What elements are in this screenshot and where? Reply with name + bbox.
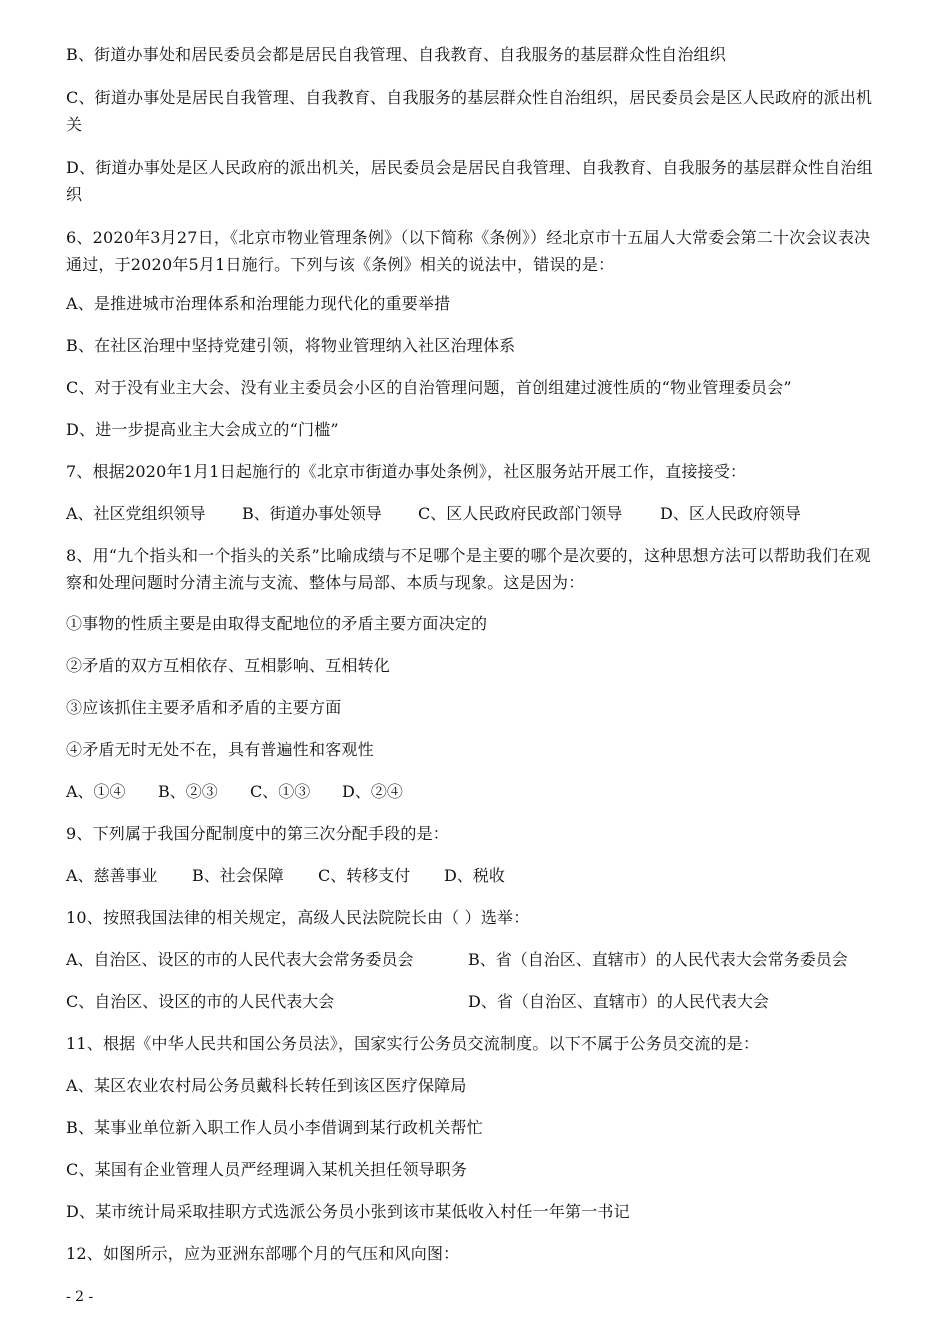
q7-option-d: D、区人民政府领导: [660, 504, 801, 523]
q9-option-c: C、转移支付: [318, 866, 411, 885]
q9-option-d: D、税收: [444, 866, 505, 885]
q8-option-a: A、①④: [66, 782, 126, 801]
q8-option-b: B、②③: [158, 782, 218, 801]
q6-option-d: D、进一步提高业主大会成立的“门槛”: [66, 420, 339, 439]
q12-stem: 12、如图所示，应为亚洲东部哪个月的气压和风向图：: [66, 1244, 460, 1263]
q8-statement-3: ③应该抓住主要矛盾和矛盾的主要方面: [66, 698, 342, 717]
q10-option-a: A、自治区、设区的市的人民代表大会常务委员会: [66, 950, 414, 969]
q11-option-c: C、某国有企业管理人员严经理调入某机关担任领导职务: [66, 1160, 468, 1179]
q7-option-c: C、区人民政府民政部门领导: [418, 504, 623, 523]
q8-option-d: D、②④: [342, 782, 403, 801]
q5-option-c: C、街道办事处是居民自我管理、自我教育、自我服务的基层群众性自治组织，居民委员会是区人民政府的派出机关: [66, 88, 873, 134]
q8-stem: 8、用“九个指头和一个指头的关系”比喻成绩与不足哪个是主要的哪个是次要的，这种思想方法可以帮助我们在观察和处理问题时分清主流与支流、整体与局部、本质与现象。这是因为：: [66, 546, 871, 592]
q7-options: [66, 500, 886, 527]
q8-options: [66, 778, 466, 805]
q8-statement-1: ①事物的性质主要是由取得支配地位的矛盾主要方面决定的: [66, 614, 488, 633]
q10-option-b: B、省（自治区、直辖市）的人民代表大会常务委员会: [468, 950, 848, 969]
q6-option-b: B、在社区治理中坚持党建引领，将物业管理纳入社区治理体系: [66, 336, 516, 355]
q10-stem: 10、按照我国法律的相关规定，高级人民法院院长由（ ）选举：: [66, 908, 530, 927]
q7-stem: 7、根据2020年1月1日起施行的《北京市街道办事处条例》，社区服务站开展工作，直接接受：: [66, 462, 747, 481]
q9-options: [66, 862, 566, 889]
q10-option-d: D、省（自治区、直辖市）的人民代表大会: [468, 992, 769, 1011]
q9-stem: 9、下列属于我国分配制度中的第三次分配手段的是：: [66, 824, 449, 843]
q10-options-row1: [66, 946, 886, 973]
q10-options-row2: [66, 988, 886, 1015]
q10-option-c: C、自治区、设区的市的人民代表大会: [66, 992, 335, 1011]
q6-option-c: C、对于没有业主大会、没有业主委员会小区的自治管理问题，首创组建过渡性质的“物业管理委员会”: [66, 378, 792, 397]
q5-option-b: B、街道办事处和居民委员会都是居民自我管理、自我教育、自我服务的基层群众性自治组织: [66, 45, 726, 64]
q7-option-b: B、街道办事处领导: [242, 504, 382, 523]
q6-option-a: A、是推进城市治理体系和治理能力现代化的重要举措: [66, 294, 451, 313]
page-number: - 2 -: [66, 1289, 94, 1305]
q11-option-b: B、某事业单位新入职工作人员小李借调到某行政机关帮忙: [66, 1118, 483, 1137]
q11-option-d: D、某市统计局采取挂职方式选派公务员小张到该市某低收入村任一年第一书记: [66, 1202, 630, 1221]
q11-option-a: A、某区农业农村局公务员戴科长转任到该区医疗保障局: [66, 1076, 467, 1095]
q8-statement-2: ②矛盾的双方互相依存、互相影响、互相转化: [66, 656, 391, 675]
q11-stem: 11、根据《中华人民共和国公务员法》，国家实行公务员交流制度。以下不属于公务员交流的是：: [66, 1034, 760, 1053]
q5-option-d: D、街道办事处是区人民政府的派出机关，居民委员会是居民自我管理、自我教育、自我服务的基层群众性自治组织: [66, 158, 873, 204]
q9-option-b: B、社会保障: [192, 866, 284, 885]
q9-option-a: A、慈善事业: [66, 866, 158, 885]
q7-option-a: A、社区党组织领导: [66, 504, 206, 523]
q8-statement-4: ④矛盾无时无处不在，具有普遍性和客观性: [66, 740, 374, 759]
q6-stem: 6、2020年3月27日，《北京市物业管理条例》（以下简称《条例》）经北京市十五届人大常委会第二十次会议表决通过，于2020年5月1日施行。下列与该《条例》相关的说法中，错误的是：: [66, 228, 871, 274]
q8-option-c: C、①③: [250, 782, 311, 801]
